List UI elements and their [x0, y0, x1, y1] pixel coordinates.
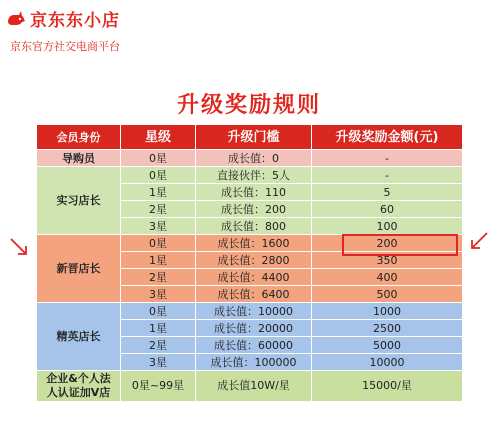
- threshold-cell: 成长值：110: [196, 184, 312, 201]
- jd-dog-logo-icon: [6, 11, 26, 27]
- highlight-box: [342, 234, 458, 256]
- amount-cell: 2500: [312, 320, 463, 337]
- amount-cell: 100: [312, 218, 463, 235]
- amount-cell: 60: [312, 201, 463, 218]
- header-star: 星级: [121, 125, 196, 150]
- star-cell: 0星: [121, 303, 196, 320]
- threshold-cell: 成长值：200: [196, 201, 312, 218]
- amount-cell: -: [312, 150, 463, 167]
- table-row: [37, 371, 463, 402]
- page-title: 升级奖励规则: [176, 93, 321, 118]
- amount-cell: -: [312, 167, 463, 184]
- reward-table-wrap: [36, 124, 460, 402]
- star-cell: 2星: [121, 269, 196, 286]
- header-role: 会员身份: [37, 125, 121, 150]
- role-cell: 企业&个人法人认证加V店: [37, 371, 121, 402]
- header-threshold: 升级门槛: [196, 125, 312, 150]
- amount-cell: 5: [312, 184, 463, 201]
- star-cell: 3星: [121, 218, 196, 235]
- brand-tagline: 京东官方社交电商平台: [10, 40, 120, 53]
- threshold-cell: 成长值：6400: [196, 286, 312, 303]
- amount-cell: 500: [312, 286, 463, 303]
- threshold-cell: 成长值：60000: [196, 337, 312, 354]
- threshold-cell: 成长值：2800: [196, 252, 312, 269]
- threshold-cell: 成长值：4400: [196, 269, 312, 286]
- arrow-left-icon: [8, 236, 32, 260]
- star-cell: 1星: [121, 252, 196, 269]
- star-cell: 0星: [121, 235, 196, 252]
- star-cell: 0星: [121, 167, 196, 184]
- threshold-cell: 成长值：800: [196, 218, 312, 235]
- threshold-cell: 成长值：100000: [196, 354, 312, 371]
- table-row: [37, 150, 463, 167]
- star-cell: 3星: [121, 286, 196, 303]
- table-row: [37, 167, 463, 184]
- star-cell: 2星: [121, 337, 196, 354]
- star-cell: 3星: [121, 354, 196, 371]
- threshold-cell: 成长值：20000: [196, 320, 312, 337]
- amount-cell: 5000: [312, 337, 463, 354]
- role-cell: 实习店长: [37, 167, 121, 235]
- threshold-cell: 成长值：10000: [196, 303, 312, 320]
- brand-name: 京东东小店: [30, 11, 120, 31]
- threshold-cell: 成长值：0: [196, 150, 312, 167]
- role-cell: 导购员: [37, 150, 121, 167]
- amount-cell: 350: [312, 252, 463, 269]
- threshold-cell: 直接伙伴：5人: [196, 167, 312, 184]
- star-cell: 2星: [121, 201, 196, 218]
- amount-cell: 200: [312, 235, 463, 252]
- star-cell: 0星~99星: [121, 371, 196, 402]
- arrow-right-icon: [466, 230, 490, 254]
- threshold-cell: 成长值：1600: [196, 235, 312, 252]
- brand-header: [6, 6, 120, 31]
- amount-cell: 400: [312, 269, 463, 286]
- role-cell: 新晋店长: [37, 235, 121, 303]
- amount-cell: 15000/星: [312, 371, 463, 402]
- threshold-cell: 成长值10W/星: [196, 371, 312, 402]
- reward-table: [36, 124, 463, 402]
- amount-cell: 10000: [312, 354, 463, 371]
- header-amount: 升级奖励金额(元): [312, 125, 463, 150]
- role-cell: 精英店长: [37, 303, 121, 371]
- amount-cell: 1000: [312, 303, 463, 320]
- star-cell: 1星: [121, 184, 196, 201]
- table-row: [37, 303, 463, 320]
- star-cell: 1星: [121, 320, 196, 337]
- star-cell: 0星: [121, 150, 196, 167]
- table-header-row: [37, 125, 463, 150]
